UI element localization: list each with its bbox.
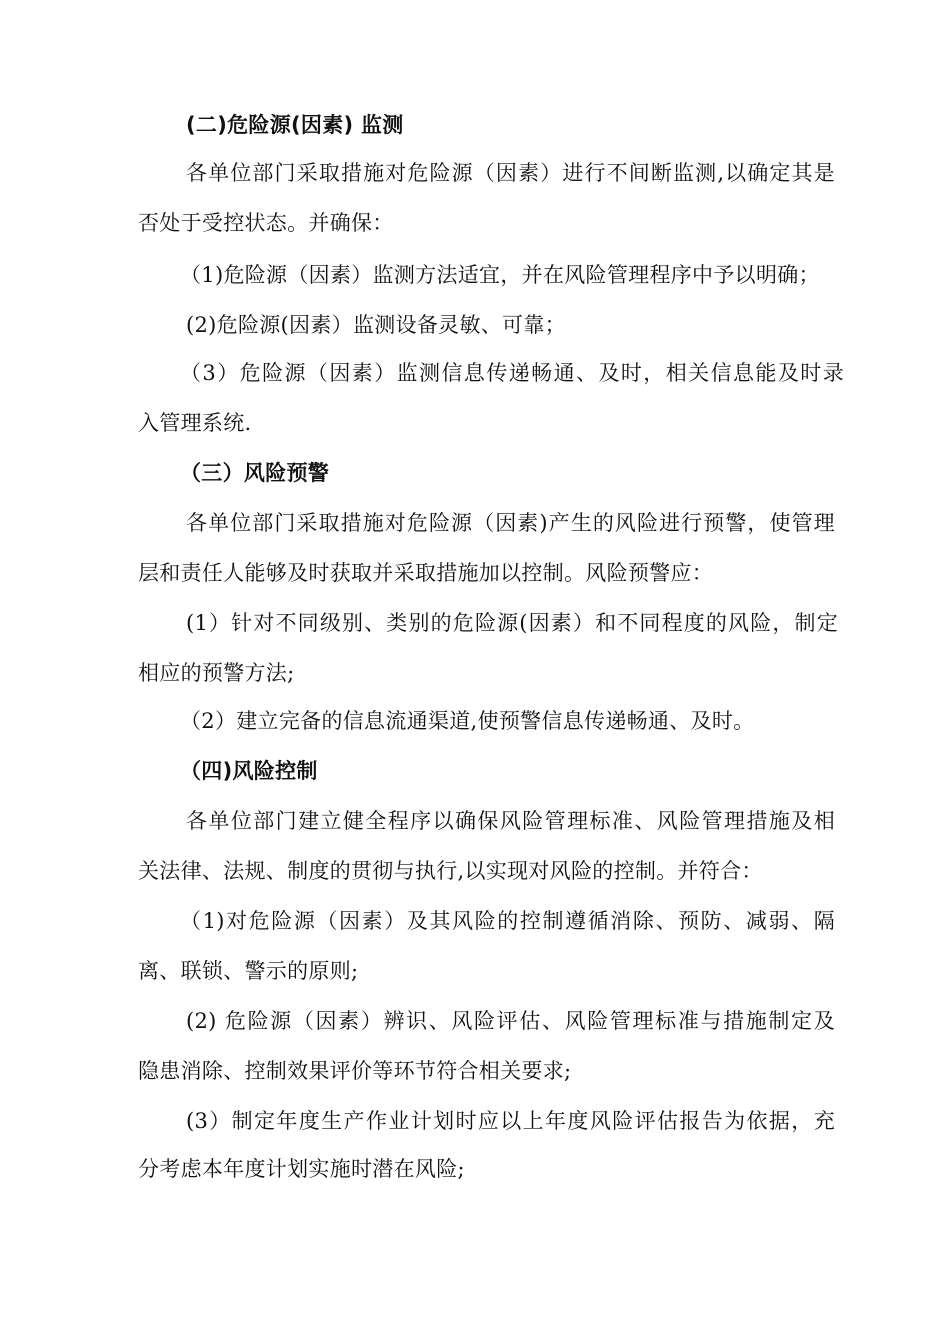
- paragraph-line: 各单位部门建立健全程序以确保风险管理标准、风险管理措施及相: [186, 809, 835, 833]
- list-item: （1)危险源（因素）监测方法适宜，并在风险管理程序中予以明确；: [180, 263, 820, 287]
- section-heading-warning: （三）风险预警: [180, 461, 330, 485]
- list-item-continuation: 分考虑本年度计划实施时潜在风险;: [138, 1157, 465, 1181]
- list-item-continuation: 入管理系统.: [138, 411, 252, 435]
- paragraph-line: 否处于受控状态。并确保：: [138, 211, 394, 235]
- list-item: (1）针对不同级别、类别的危险源(因素）和不同程度的风险，制定: [186, 611, 838, 635]
- list-item: （3）危险源（因素）监测信息传递畅通、及时，相关信息能及时录: [180, 361, 844, 385]
- paragraph-line: 各单位部门采取措施对危险源（因素)产生的风险进行预警，使管理: [186, 511, 835, 535]
- section-heading-monitoring: (二)危险源(因素) 监测: [186, 113, 404, 137]
- list-item: (2)危险源(因素）监测设备灵敏、可靠；: [186, 313, 566, 337]
- section-heading-control: （四)风险控制: [180, 759, 318, 783]
- list-item: (2) 危险源（因素）辨识、风险评估、风险管理标准与措施制定及: [186, 1009, 835, 1033]
- list-item: （1)对危险源（因素）及其风险的控制遵循消除、预防、减弱、隔: [180, 909, 835, 933]
- list-item: (3）制定年度生产作业计划时应以上年度风险评估报告为依据，充: [186, 1109, 835, 1133]
- list-item-continuation: 离、联锁、警示的原则;: [138, 959, 359, 983]
- list-item-continuation: 隐患消除、控制效果评价等环节符合相关要求;: [138, 1059, 572, 1083]
- list-item: （2）建立完备的信息流通渠道,使预警信息传递畅通、及时。: [180, 709, 755, 733]
- list-item-continuation: 相应的预警方法;: [138, 661, 295, 685]
- paragraph-line: 层和责任人能够及时获取并采取措施加以控制。风险预警应：: [138, 561, 714, 585]
- paragraph-line: 各单位部门采取措施对危险源（因素）进行不间断监测,以确定其是: [186, 161, 835, 185]
- paragraph-line: 关法律、法规、制度的贯彻与执行,以实现对风险的控制。并符合：: [138, 859, 763, 883]
